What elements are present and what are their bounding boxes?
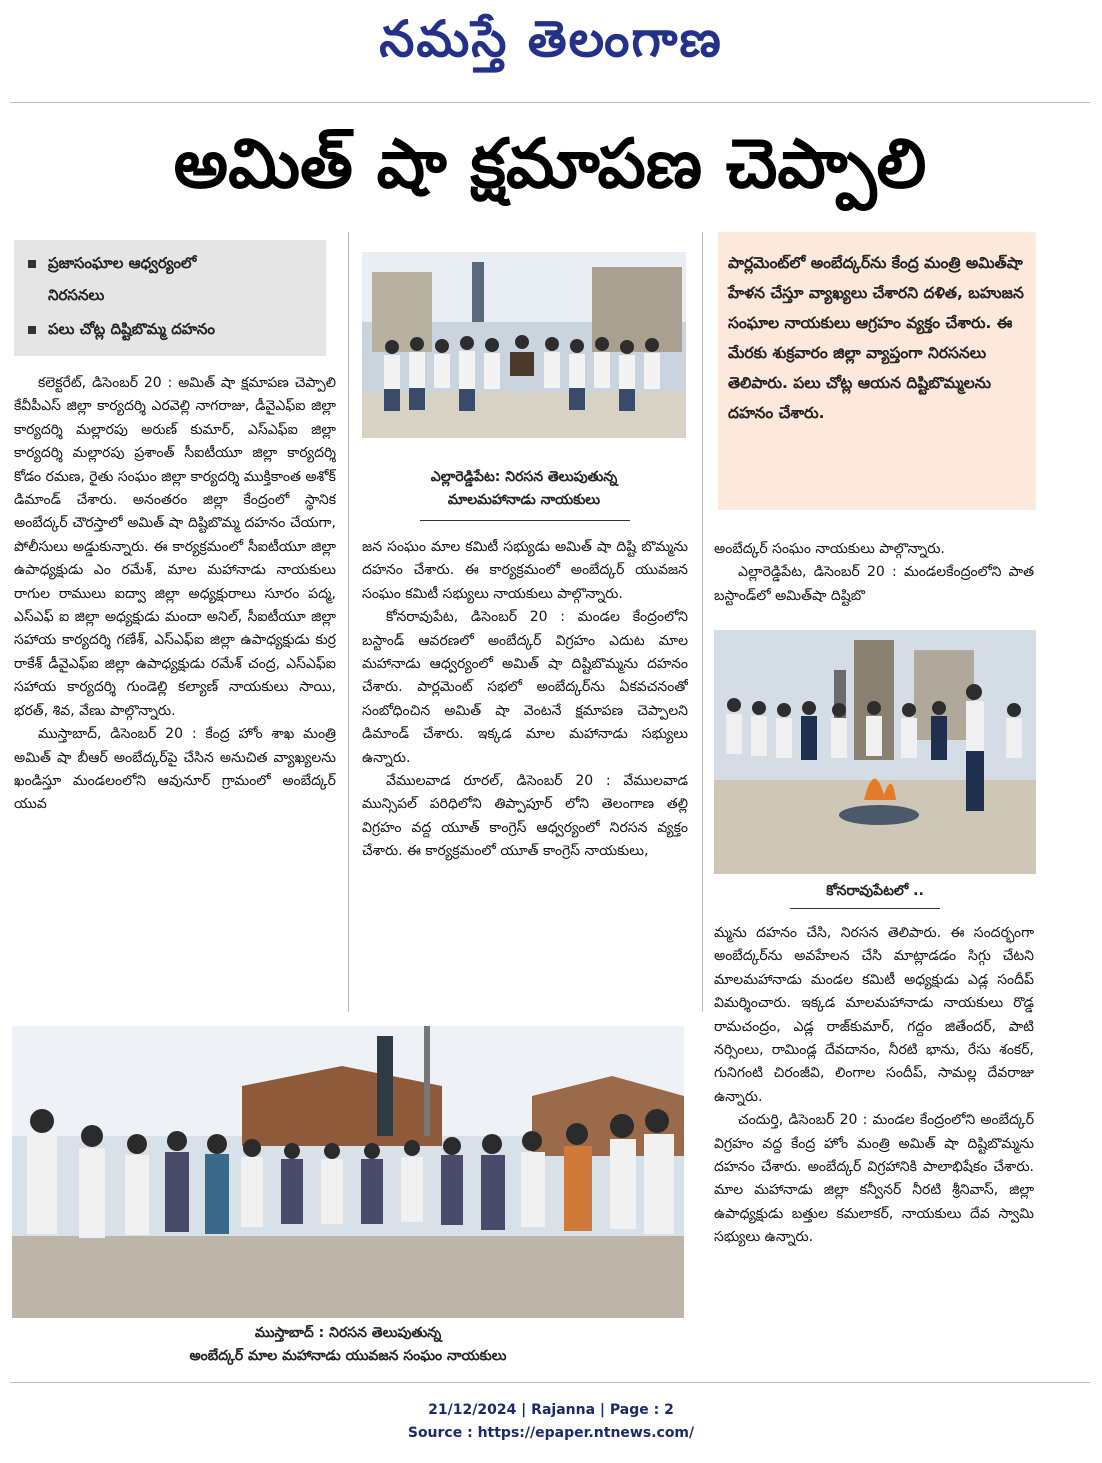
caption-underline	[420, 520, 630, 521]
bullet-icon	[28, 326, 36, 334]
paragraph: కోనరావుపేట, డిసెంబర్ 20 : మండల కేంద్రంలోని బస్టాండ్ ఆవరణలో అంబేద్కర్ విగ్రహం ఎదుట మాల మహానాడు ఆధ్వర్యంలో అమిత్ షా దిష్టిబొమ్మను దహనం చేశారు. పార్లమెంట్ సభలో అంబేద్కర్‌ను ఏకవచనంతో సంబోధించిన అమిత్ షా వెంటనే క్షమాపణ చెప్పాలని డిమాండ్ చేశారు. ఇక్కడ మాల మహానాడు సభ్యులు ఉన్నారు.	[362, 609, 688, 766]
article-column-2	[362, 536, 688, 1006]
headline: అమిత్ షా క్షమాపణ చెప్పాలి	[173, 125, 927, 204]
paragraph: చందుర్తి, డిసెంబర్ 20 : మండల కేంద్రంలోని అంబేద్కర్ విగ్రహం వద్ద కేంద్ర హోం మంత్రి అమిత్ షా దిష్టిబొమ్మను దహనం చేశారు. అంబేద్కర్ విగ్రహానికి పాలాభిషేకం చేశారు. మాల మహానాడు జిల్లా కన్వీనర్ నీరటి శ్రీనివాస్, జిల్లా ఉపాధ్యక్షుడు బత్తుల కమలాకర్, నాయకులు దేవ స్వామి సభ్యులు ఉన్నారు.	[714, 1112, 1034, 1246]
masthead-logo: నమస్తే తెలంగాణ	[379, 9, 723, 68]
article-column-1	[14, 372, 336, 982]
paragraph: వేములవాడ రూరల్, డిసెంబర్ 20 : వేములవాడ మున్సిపల్ పరిధిలోని తిప్పాపూర్ లోని తెలంగాణ తల్లి విగ్రహం వద్ద యూత్ కాంగ్రెస్ ఆధ్వర్యంలో నిరసన వ్యక్తం చేశారు. ఈ కార్యక్రమంలో యూత్ కాంగ్రెస్ నాయకులు,	[362, 773, 688, 860]
summary-text: పార్లమెంట్‌లో అంబేద్కర్‌ను కేంద్ర మంత్రి అమిత్‌షా హేళన చేస్తూ వ్యాఖ్యలు చేశారని దళిత, బహుజన సంఘాల నాయకులు ఆగ్రహం వ్యక్తం చేశారు. ఈ మేరకు శుక్రవారం జిల్లా వ్యాప్తంగా నిరసనలు తెలిపారు. పలు చోట్ల ఆయన దిష్టిబొమ్మలను దహనం చేశారు.	[728, 254, 1024, 422]
article-column-3-top	[714, 538, 1034, 630]
page-bottom-rule	[10, 1382, 1090, 1383]
footer-source-link[interactable]: Source : https://epaper.ntnews.com/	[407, 1425, 695, 1441]
photo-caption-3: ముస్తాబాద్ : నిరసన తెలుపుతున్న అంబేద్కర్ మాల మహానాడు యువజన సంఘం నాయకులు	[189, 1325, 507, 1364]
footer-date-edition: 21/12/2024 | Rajanna | Page : 2	[428, 1402, 674, 1418]
caption-underline	[790, 908, 940, 909]
highlight-item: ప్రజాసంఘాల ఆధ్వర్యంలో	[28, 252, 196, 274]
highlight-item: పలు చోట్ల దిష్టిబొమ్మ దహనం	[28, 318, 215, 340]
paragraph: ముస్తాబాద్, డిసెంబర్ 20 : కేంద్ర హోం శాఖ మంత్రి అమిత్ షా బీఆర్ అంబేద్కర్‌పై చేసిన అనుచిత వ్యాఖ్యలను ఖండిస్తూ మండలంలోని ఆవునూర్ గ్రామంలో అంబేద్కర్ యువ	[14, 726, 336, 813]
highlights-box	[14, 240, 326, 356]
masthead-rule	[10, 102, 1090, 103]
column-separator	[702, 232, 703, 1012]
photo-konaraopet-effigy	[714, 630, 1036, 874]
photo-caption-1: ఎల్లారెడ్డిపేట: నిరసన తెలుపుతున్న మాలమహానాడు నాయకులు	[430, 469, 618, 508]
photo-mustabad-protest	[12, 1026, 684, 1318]
column-separator	[348, 232, 349, 1012]
bullet-icon	[28, 260, 36, 268]
paragraph: ఎల్లారెడ్డిపేట, డిసెంబర్ 20 : మండలకేంద్రంలోని పాత బస్టాండ్‌లో అమిత్‌షా దిష్టిబొ	[714, 564, 1034, 604]
summary-box	[718, 232, 1036, 510]
paragraph: మ్మను దహనం చేసి, నిరసన తెలిపారు. ఈ సందర్భంగా అంబేద్కర్‌ను అవహేలన చేసి మాట్లాడడం సిగ్గు చేటని మాలమహానాడు మండల కమిటీ అధ్యక్షుడు ఎడ్ల సందీప్ విమర్శించారు. ఇక్కడ మాలమహానాడు నాయకులు రొడ్డ రామచంద్రం, ఎడ్ల రాజ్‌కుమార్, గద్దం జితేందర్, పాటి నర్సింలు, రామిండ్ల దేవదానం, నీరటి భాను, రేసు శంకర్, గునిగంటి చిరంజీవి, లింగాల సందీప్, సామల్ల దేవరాజు ఉన్నారు.	[714, 925, 1034, 1105]
article-column-3-bottom	[714, 922, 1034, 1368]
highlight-item-cont: నిరసనలు	[48, 286, 105, 304]
paragraph: కలెక్టరేట్, డిసెంబర్ 20 : అమిత్ షా క్షమాపణ చెప్పాలి కేవీపీఎస్ జిల్లా కార్యదర్శి ఎరవెల్లి నాగరాజు, డీవైఎఫ్ఐ జిల్లా కార్యదర్శి మల్లారపు అరుణ్ కుమార్, ఎస్ఎఫ్ఐ జిల్లా కార్యదర్శి మల్లారపు ప్రశాంత్ సీఐటీయూ జిల్లా కార్యదర్శి కోడం రమణ, రైతు సంఘం జిల్లా కార్యదర్శి ముక్తికాంత అశోక్ డిమాండ్ చేశారు. అనంతరం జిల్లా కేంద్రంలో స్థానిక అంబేద్కర్ చౌరస్తాలో అమిత్ షా దిష్టిబొమ్మ దహనం చేయగా, పోలీసులు అడ్డుకున్నారు. ఈ కార్యక్రమంలో సీఐటీయూ జిల్లా ఉపాధ్యక్షుడు ఎం రమేశ్, మాల మహానాడు నాయకులు రాగుల రాములు ఐద్వా జిల్లా అధ్యక్షురాలు సూరం పద్మ, ఎస్ఎఫ్ ఐ జిల్లా అధ్యక్షుడు మందా అనిల్, సీఐటీయూ జిల్లా సహాయ కార్యదర్శి గణేశ్, ఎస్ఎఫ్ఐ జిల్లా ఉపాధ్యక్షుడు కుర్ర రాకేశ్ డీవైఎఫ్ఐ జిల్లా ఉపాధ్యక్షుడు రమేశ్ చంద్ర, ఎస్ఎఫ్ఐ సహాయ కార్యదర్శి గుండెల్లి కల్యాణ్ నాయకులు సాయి, భరత్, శివ, వేణు పాల్గొన్నారు.	[14, 375, 336, 719]
photo-yellareddypet-protest	[362, 252, 686, 438]
photo-caption-2: కోనరావుపేటలో ..	[826, 883, 924, 899]
paragraph: అంబేద్కర్ సంఘం నాయకులు పాల్గొన్నారు.	[714, 541, 945, 557]
paragraph: జన సంఘం మాల కమిటీ సభ్యుడు అమిత్ షా దిష్టి బొమ్మను దహనం చేశారు. ఈ కార్యక్రమంలో అంబేద్కర్ యువజన సంఘం కమిటీ సభ్యులు నాయకులు పాల్గొన్నారు.	[362, 539, 688, 602]
